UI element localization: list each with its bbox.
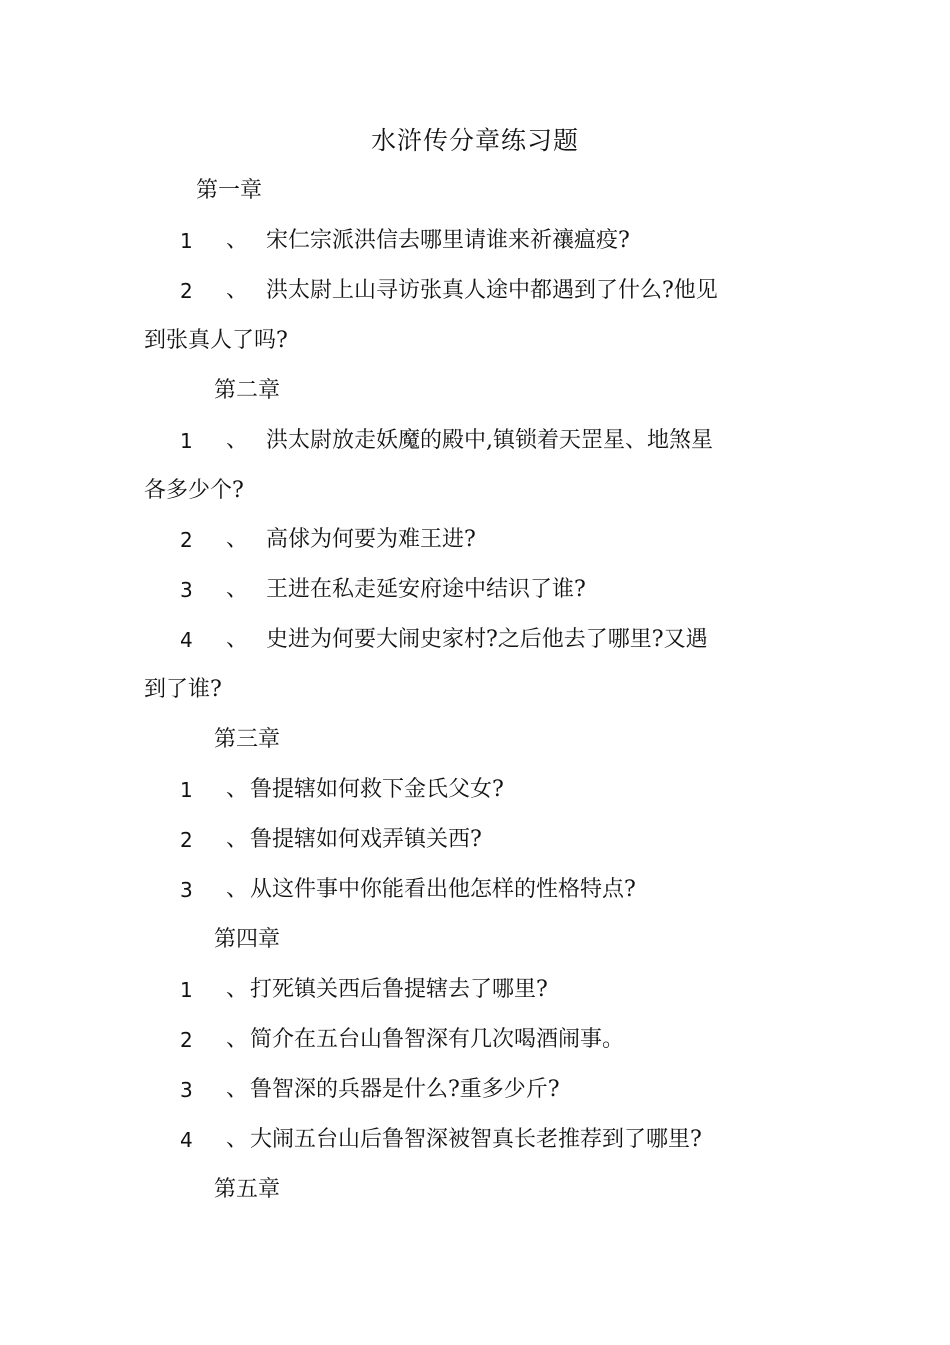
question-text: 大闹五台山后鲁智深被智真长老推荐到了哪里? xyxy=(250,1127,702,1152)
question-separator: 、 xyxy=(226,827,249,852)
question-text: 从这件事中你能看出他怎样的性格特点? xyxy=(250,877,636,902)
chapter-heading: 第二章 xyxy=(214,378,281,403)
question-separator: 、 xyxy=(226,228,249,253)
question-number: 2 xyxy=(180,279,193,303)
question-separator: 、 xyxy=(226,527,249,552)
question-continuation: 到了谁? xyxy=(144,677,222,702)
question-number: 2 xyxy=(180,528,193,552)
question-text: 打死镇关西后鲁提辖去了哪里? xyxy=(250,977,548,1002)
question-separator: 、 xyxy=(226,1127,249,1152)
question-separator: 、 xyxy=(226,1077,249,1102)
question-text: 史进为何要大闹史家村?之后他去了哪里?又遇 xyxy=(266,627,708,652)
question-separator: 、 xyxy=(226,877,249,902)
question-number: 3 xyxy=(180,878,193,902)
question-text: 鲁提辖如何救下金氏父女? xyxy=(250,777,504,802)
question-separator: 、 xyxy=(226,577,249,602)
document-title: 水浒传分章练习题 xyxy=(370,126,579,155)
question-number: 4 xyxy=(180,628,193,652)
question-separator: 、 xyxy=(226,278,249,303)
question-number: 1 xyxy=(180,229,193,253)
question-number: 1 xyxy=(180,429,193,453)
question-number: 1 xyxy=(180,778,193,802)
question-separator: 、 xyxy=(226,627,249,652)
chapter-heading: 第五章 xyxy=(214,1177,281,1202)
question-separator: 、 xyxy=(226,777,249,802)
question-text: 宋仁宗派洪信去哪里请谁来祈禳瘟疫? xyxy=(266,228,630,253)
chapter-heading: 第四章 xyxy=(214,927,281,952)
question-text: 洪太尉上山寻访张真人途中都遇到了什么?他见 xyxy=(266,278,718,303)
chapter-heading: 第三章 xyxy=(214,727,281,752)
question-text: 王进在私走延安府途中结识了谁? xyxy=(266,577,586,602)
question-separator: 、 xyxy=(226,977,249,1002)
question-number: 3 xyxy=(180,578,193,602)
question-text: 鲁提辖如何戏弄镇关西? xyxy=(250,827,482,852)
question-number: 1 xyxy=(180,978,193,1002)
question-separator: 、 xyxy=(226,1027,249,1052)
question-number: 4 xyxy=(180,1128,193,1152)
question-text: 高俅为何要为难王进? xyxy=(266,527,476,552)
question-continuation: 各多少个? xyxy=(144,478,244,503)
question-continuation: 到张真人了吗? xyxy=(144,328,288,353)
question-text: 简介在五台山鲁智深有几次喝酒闹事。 xyxy=(250,1027,625,1052)
chapter-heading: 第一章 xyxy=(196,178,263,203)
question-text: 洪太尉放走妖魔的殿中,镇锁着天罡星、地煞星 xyxy=(266,428,713,453)
question-number: 2 xyxy=(180,828,193,852)
question-separator: 、 xyxy=(226,428,249,453)
question-number: 3 xyxy=(180,1078,193,1102)
question-number: 2 xyxy=(180,1028,193,1052)
question-text: 鲁智深的兵器是什么?重多少斤? xyxy=(250,1077,560,1102)
